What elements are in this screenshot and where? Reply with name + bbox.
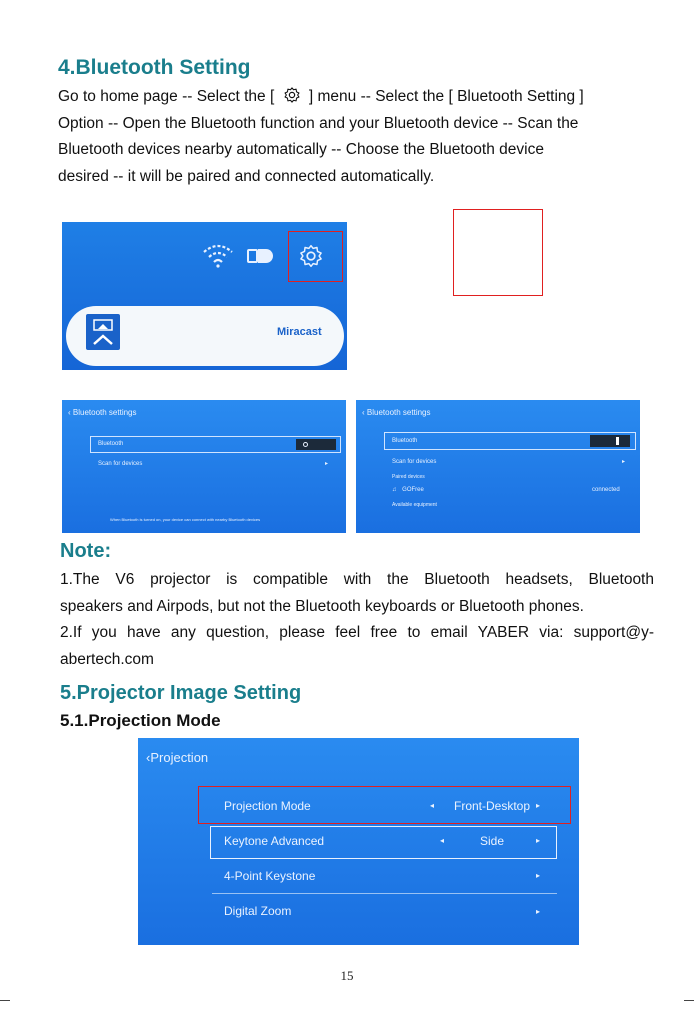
note-1-line-2: speakers and Airpods, but not the Bluetooth keyboards or Bluetooth phones. <box>60 597 584 615</box>
available-equipment-label: Available equipment <box>392 502 437 508</box>
bluetooth-settings-screen-on <box>356 400 640 533</box>
bt-screen-title: ‹ Bluetooth settings <box>68 408 137 417</box>
home-screen-image <box>62 222 347 370</box>
bt-footer-note: When Bluetooth is turned on, your device can connect with nearby Bluetooth devices <box>110 517 261 522</box>
bluetooth-toggle-label: Bluetooth <box>98 441 124 447</box>
miracast-label[interactable]: Miracast <box>277 326 322 338</box>
keytone-prev-icon[interactable]: ◂ <box>440 836 445 845</box>
bluetooth-toggle-on[interactable] <box>590 435 630 447</box>
crop-mark-left <box>0 1000 10 1001</box>
paired-device-row[interactable] <box>392 487 424 493</box>
note-body <box>60 567 654 673</box>
projection-screen-title: ‹Projection <box>146 750 209 765</box>
bluetooth-toggle-label: Bluetooth <box>392 438 418 444</box>
four-point-keystone-label[interactable]: 4-Point Keystone <box>224 869 316 883</box>
section-5-1-subtitle: 5.1.Projection Mode <box>60 711 221 730</box>
projection-mode-highlight-box <box>198 786 571 824</box>
note-2-line-2: abertech.com <box>60 650 154 668</box>
device-name: GOFree <box>402 487 424 493</box>
projection-mode-next-icon[interactable]: ▸ <box>536 801 541 810</box>
instruction-line-2: Option -- Open the Bluetooth function and your Bluetooth device -- Scan the <box>58 114 579 132</box>
headphone-icon: ♫ <box>392 487 397 493</box>
note-1-line-1: 1.The V6 projector is compatible with the Bluetooth headsets, Bluetooth <box>60 571 654 588</box>
wifi-icon <box>202 242 234 268</box>
instruction-line-1: Go to home page -- Select the [ ] menu -- Select the [ Bluetooth Setting ] <box>58 88 584 105</box>
projection-mode-value: Front-Desktop <box>454 799 531 813</box>
instruction-line-4: desired -- it will be paired and connected automatically. <box>58 167 435 185</box>
miracast-icon <box>86 314 120 350</box>
crop-mark-right <box>684 1000 694 1001</box>
note-2-line-1: 2.If you have any question, please feel free to email YABER via: support@y- <box>60 624 654 641</box>
four-point-keystone-chevron-icon[interactable]: ▸ <box>536 871 541 880</box>
note-title: Note: <box>60 540 112 562</box>
projection-settings-screen <box>138 738 579 945</box>
paired-devices-label: Paired devices <box>392 474 425 480</box>
digital-zoom-label[interactable]: Digital Zoom <box>224 904 292 918</box>
digital-zoom-chevron-icon[interactable]: ▸ <box>536 907 541 916</box>
device-status: connected <box>592 487 620 493</box>
projection-mode-prev-icon[interactable]: ◂ <box>430 801 435 810</box>
scan-devices-label[interactable]: Scan for devices <box>392 459 437 465</box>
section-5-title: 5.Projector Image Setting <box>60 682 302 704</box>
bt-screen-title: ‹ Bluetooth settings <box>362 408 431 417</box>
settings-gear-icon <box>283 86 301 104</box>
keytone-advanced-value: Side <box>480 834 505 848</box>
scan-chevron-icon: ▸ <box>325 461 329 467</box>
bluetooth-toggle-off[interactable] <box>296 439 336 450</box>
bluetooth-settings-screen-off <box>62 400 346 533</box>
storage-icon <box>247 249 273 263</box>
page-number: 15 <box>340 968 354 983</box>
keytone-advanced-label[interactable]: Keytone Advanced <box>224 834 325 848</box>
instruction-line-3: Bluetooth devices nearby automatically -- Choose the Bluetooth device <box>58 141 544 158</box>
empty-highlight-box <box>453 209 543 296</box>
projection-mode-label[interactable]: Projection Mode <box>224 799 311 813</box>
scan-chevron-icon: ▸ <box>622 459 626 465</box>
section-4-instructions <box>58 84 658 190</box>
keytone-next-icon[interactable]: ▸ <box>536 836 541 845</box>
scan-devices-label[interactable]: Scan for devices <box>98 461 143 467</box>
section-4-title: 4.Bluetooth Setting <box>58 56 251 79</box>
row-divider <box>212 893 557 894</box>
settings-highlight-box <box>288 231 343 282</box>
